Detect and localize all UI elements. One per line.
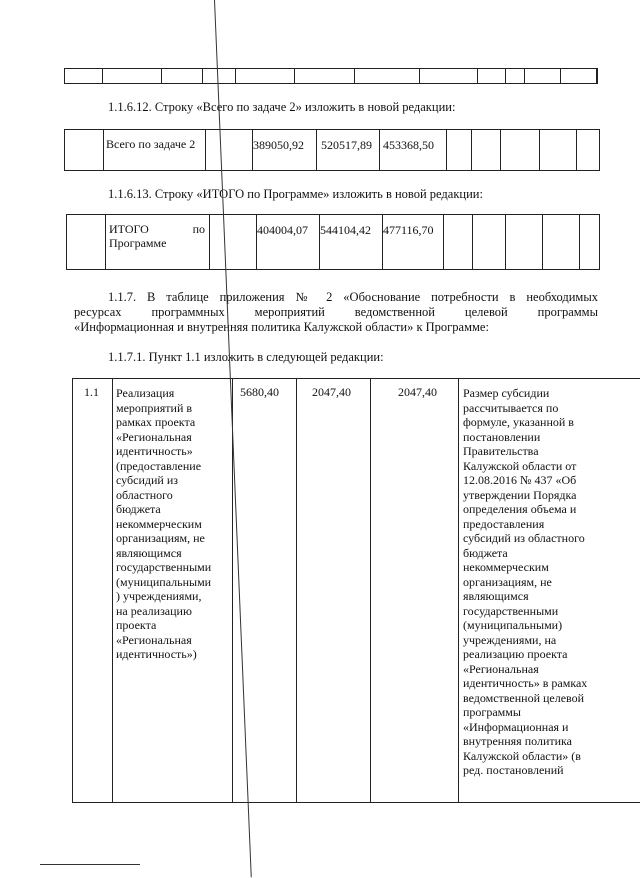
paragraph-1-1-7-line-3: «Информационная и внутренняя политика Калужской области» к Программе: bbox=[74, 320, 489, 334]
task2-value-1: 389050,92 bbox=[253, 138, 304, 152]
item-name-line: проекта bbox=[116, 618, 157, 632]
item-basis-line: внутренняя политика bbox=[463, 734, 573, 748]
task2-value-2: 520517,89 bbox=[321, 138, 372, 152]
paragraph-1-1-7-1: 1.1.7.1. Пункт 1.1 изложить в следующей редакции: bbox=[108, 350, 384, 364]
item-name-line: мероприятий в bbox=[116, 400, 193, 415]
item-name-line: субсидий из bbox=[116, 473, 178, 487]
task2-label: Всего по задаче 2 bbox=[106, 137, 196, 151]
table-top-row bbox=[64, 68, 598, 84]
item-basis-cell bbox=[463, 386, 623, 778]
item-name-line: идентичность» bbox=[116, 444, 193, 458]
item-basis-line: рассчитывается по bbox=[463, 400, 559, 415]
item-basis-line: являющимся bbox=[463, 589, 529, 603]
item-name-line: «Региональная bbox=[116, 632, 192, 647]
item-number: 1.1 bbox=[84, 385, 99, 399]
paragraph-1-1-7-line-2: ресурсах программных мероприятий ведомственной целевой программы bbox=[74, 305, 598, 319]
item-basis-line: реализацию проекта bbox=[463, 647, 568, 661]
item-value-1: 5680,40 bbox=[240, 385, 279, 399]
table-program-total bbox=[66, 214, 600, 270]
item-name-line: бюджета bbox=[116, 502, 161, 516]
item-basis-line: некоммерческим bbox=[463, 560, 549, 574]
program-label-itogo: ИТОГО bbox=[109, 222, 149, 236]
item-basis-line: (муниципальными) bbox=[463, 618, 563, 632]
program-value-3: 477116,70 bbox=[383, 223, 434, 237]
item-name-line: ) учреждениями, bbox=[116, 589, 202, 603]
item-name-line: (муниципальными bbox=[116, 574, 212, 589]
paragraph-1-1-7-line-1: 1.1.7. В таблице приложения № 2 «Обоснование потребности в необходимых bbox=[108, 290, 598, 304]
item-basis-line: Правительства bbox=[463, 444, 539, 458]
item-name-line: на реализацию bbox=[116, 603, 192, 618]
item-value-3: 2047,40 bbox=[398, 385, 437, 399]
item-basis-line: идентичность» в рамках bbox=[463, 676, 588, 690]
item-basis-line: ред. постановлений bbox=[463, 763, 564, 777]
item-name-line: областного bbox=[116, 487, 173, 502]
item-name-line: рамках проекта bbox=[116, 415, 196, 429]
item-name-line: организациям, не bbox=[116, 531, 205, 545]
item-basis-line: субсидий из областного bbox=[463, 531, 585, 545]
item-basis-line: государственными bbox=[463, 603, 559, 618]
program-value-1: 404004,07 bbox=[257, 223, 308, 237]
task2-value-3: 453368,50 bbox=[383, 138, 434, 152]
item-basis-line: учреждениями, на bbox=[463, 632, 557, 647]
program-label-po: по bbox=[192, 222, 205, 236]
item-basis-line: определения объема и bbox=[463, 502, 577, 516]
item-basis-line: Калужской области» (в bbox=[463, 748, 581, 763]
item-name-line: некоммерческим bbox=[116, 516, 202, 531]
item-basis-line: Калужской области от bbox=[463, 458, 577, 473]
item-name-line: государственными bbox=[116, 560, 212, 574]
item-name-line: «Региональная bbox=[116, 429, 192, 444]
table-task2-total bbox=[64, 129, 600, 171]
task2-label-cell bbox=[104, 130, 206, 171]
item-basis-line: бюджета bbox=[463, 545, 508, 560]
item-basis-line: организациям, не bbox=[463, 574, 552, 589]
item-basis-line: Размер субсидии bbox=[463, 386, 550, 400]
paragraph-1-1-6-13: 1.1.6.13. Строку «ИТОГО по Программе» изложить в новой редакции: bbox=[108, 187, 483, 201]
item-name-line: идентичность») bbox=[116, 647, 197, 661]
item-basis-line: 12.08.2016 № 437 «Об bbox=[463, 473, 577, 487]
item-basis-line: утверждении Порядка bbox=[463, 487, 577, 502]
item-name-cell bbox=[116, 386, 230, 662]
program-label-cell bbox=[106, 215, 210, 270]
item-basis-line: программы bbox=[463, 705, 521, 719]
paragraph-1-1-6-12: 1.1.6.12. Строку «Всего по задаче 2» изложить в новой редакции: bbox=[108, 100, 456, 114]
item-basis-line: «Региональная bbox=[463, 661, 539, 676]
item-value-2: 2047,40 bbox=[312, 385, 351, 399]
item-basis-line: предоставления bbox=[463, 516, 545, 531]
footer-rule bbox=[40, 864, 140, 865]
item-name-line: являющимся bbox=[116, 545, 182, 560]
table-item-1-1 bbox=[72, 378, 640, 808]
item-name-line: (предоставление bbox=[116, 458, 202, 473]
program-label-programme: Программе bbox=[109, 236, 167, 250]
item-basis-line: «Информационная и bbox=[463, 719, 569, 734]
item-name-line: Реализация bbox=[116, 386, 175, 400]
program-value-2: 544104,42 bbox=[320, 223, 371, 237]
item-basis-line: формуле, указанной в bbox=[463, 415, 574, 429]
item-basis-line: постановлении bbox=[463, 429, 541, 444]
item-basis-line: ведомственной целевой bbox=[463, 690, 585, 705]
